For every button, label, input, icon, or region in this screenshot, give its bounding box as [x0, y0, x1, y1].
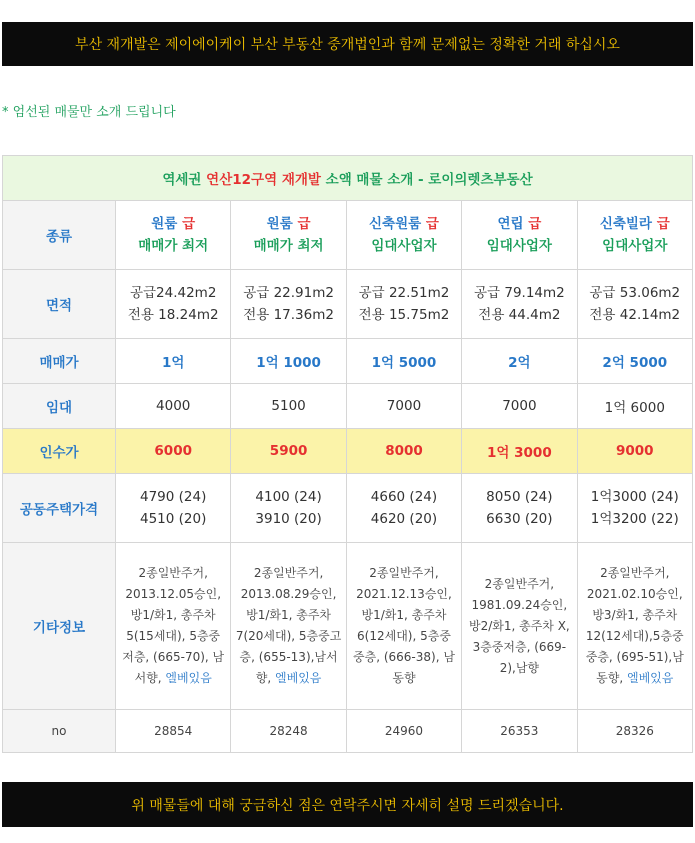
public-price-1: 1억3000 (24): [590, 489, 679, 505]
sale-cell: 1억: [116, 339, 231, 384]
sale-cell: 1억 5000: [346, 339, 461, 384]
listing-table: [2, 155, 693, 753]
public-price-cell: [462, 474, 577, 543]
table-row-sale: [3, 339, 693, 384]
type-sub: 임대사업자: [371, 238, 437, 254]
type-tag: 급: [528, 216, 542, 232]
no-cell: 28326: [577, 710, 692, 753]
type-tag: 급: [656, 216, 670, 232]
type-cell: [462, 201, 577, 270]
no-cell: 28248: [231, 710, 346, 753]
area-supply: 공급 79.14m2: [473, 285, 565, 301]
area-cell: [346, 270, 461, 339]
public-price-1: 4790 (24): [140, 489, 207, 505]
area-cell: [231, 270, 346, 339]
etc-cell: [346, 543, 461, 710]
row-label-public-price: 공동주택가격: [3, 474, 116, 543]
sale-cell: 1억 1000: [231, 339, 346, 384]
type-main: 신축빌라: [599, 216, 657, 232]
public-price-cell: [346, 474, 461, 543]
etc-text: 2종일반주거, 2013.08.29승인, 방1/화1, 총주차7(20세대), 5층중고층, (655-13),남서향,: [235, 566, 342, 685]
table-row-no: [3, 710, 693, 753]
public-price-2: 4620 (20): [370, 511, 438, 527]
type-cell: [346, 201, 461, 270]
row-label-no: no: [3, 710, 116, 753]
type-main: 원룸: [151, 216, 183, 232]
no-cell: 24960: [346, 710, 461, 753]
area-exclusive: 전용 42.14m2: [589, 307, 681, 323]
table-title: [3, 156, 693, 201]
type-sub: 매매가 최저: [253, 238, 324, 254]
sale-cell: 2억 5000: [577, 339, 692, 384]
table-row-type: [3, 201, 693, 270]
area-cell: [116, 270, 231, 339]
area-supply: 공급 22.51m2: [358, 285, 450, 301]
etc-cell: [231, 543, 346, 710]
area-supply: 공급 53.06m2: [589, 285, 681, 301]
rent-cell: 7000: [462, 384, 577, 429]
etc-text: 2종일반주거, 1981.09.24승인, 방2/화1, 총주차 X, 3층중저층, (669-2),남향: [468, 576, 570, 675]
bottom-banner-text: 위 매물들에 대해 궁금하신 점은 연락주시면 자세히 설명 드리겠습니다.: [131, 797, 564, 814]
type-tag: 급: [297, 216, 311, 232]
no-cell: 26353: [462, 710, 577, 753]
public-price-1: 4660 (24): [370, 489, 438, 505]
takeover-cell: 1억 3000: [462, 429, 577, 474]
etc-text: 2종일반주거, 2021.02.10승인, 방3/화1, 총주차12(12세대),5층중중층, (695-51),남동향,: [585, 566, 684, 685]
table-row-public-price: [3, 474, 693, 543]
etc-elevator: 엘베있음: [165, 671, 212, 685]
note-text: * 엄선된 매물만 소개 드립니다: [2, 105, 176, 120]
rent-cell: 7000: [346, 384, 461, 429]
area-supply: 공급24.42m2: [129, 285, 217, 301]
type-tag: 급: [425, 216, 439, 232]
type-main: 연립: [497, 216, 529, 232]
area-exclusive: 전용 17.36m2: [243, 307, 334, 323]
bottom-banner: [2, 782, 693, 827]
area-exclusive: 전용 15.75m2: [358, 307, 450, 323]
takeover-cell: 5900: [231, 429, 346, 474]
type-cell: [116, 201, 231, 270]
rent-cell: 5100: [231, 384, 346, 429]
takeover-cell: 9000: [577, 429, 692, 474]
top-banner: [2, 22, 693, 66]
takeover-cell: 8000: [346, 429, 461, 474]
area-exclusive: 전용 44.4m2: [478, 307, 561, 323]
row-label-etc: 기타정보: [3, 543, 116, 710]
row-label-sale: 매매가: [3, 339, 116, 384]
etc-cell: [462, 543, 577, 710]
table-row-rent: [3, 384, 693, 429]
public-price-2: 1억3200 (22): [590, 511, 679, 527]
type-main: 원룸: [266, 216, 298, 232]
type-sub: 임대사업자: [602, 238, 668, 254]
rent-cell: 4000: [116, 384, 231, 429]
row-label-area: 면적: [3, 270, 116, 339]
title-part-1: 역세권: [162, 172, 207, 188]
type-sub: 임대사업자: [486, 238, 552, 254]
area-supply: 공급 22.91m2: [243, 285, 334, 301]
row-label-takeover: 인수가: [3, 429, 116, 474]
etc-text: 2종일반주거, 2021.12.13승인, 방1/화1, 총주차 6(12세대), 5층중 중층, (666-38), 남동향: [353, 566, 455, 685]
table-header-row: [3, 156, 693, 201]
takeover-cell: 6000: [116, 429, 231, 474]
rent-cell: 1억 6000: [577, 384, 692, 429]
public-price-2: 4510 (20): [140, 511, 207, 527]
type-main: 신축원룸: [369, 216, 426, 232]
public-price-cell: [577, 474, 692, 543]
sale-cell: 2억: [462, 339, 577, 384]
etc-cell: [577, 543, 692, 710]
title-part-3: 소액 매물 소개 - 로이의렛츠부동산: [320, 172, 533, 188]
table-row-takeover: [3, 429, 693, 474]
area-cell: [462, 270, 577, 339]
type-sub: 매매가 최저: [138, 238, 209, 254]
area-cell: [577, 270, 692, 339]
table-row-etc: [3, 543, 693, 710]
no-cell: 28854: [116, 710, 231, 753]
public-price-2: 6630 (20): [486, 511, 553, 527]
public-price-cell: [116, 474, 231, 543]
etc-cell: [116, 543, 231, 710]
etc-elevator: 엘베있음: [627, 671, 674, 685]
type-cell: [577, 201, 692, 270]
etc-text: 2종일반주거, 2013.12.05승인, 방1/화1, 총주차 5(15세대), 5층중 저층, (665-70), 남서향,: [122, 566, 225, 685]
row-label-rent: 임대: [3, 384, 116, 429]
area-exclusive: 전용 18.24m2: [127, 307, 219, 323]
row-label-type: 종류: [3, 201, 116, 270]
public-price-cell: [231, 474, 346, 543]
etc-elevator: 엘베있음: [275, 671, 322, 685]
type-tag: 급: [182, 216, 196, 232]
public-price-2: 3910 (20): [255, 511, 322, 527]
public-price-1: 8050 (24): [486, 489, 553, 505]
type-cell: [231, 201, 346, 270]
title-part-2: 연산12구역 재개발: [206, 172, 321, 188]
top-banner-text: 부산 재개발은 제이에이케이 부산 부동산 중개법인과 함께 문제없는 정확한 거래 하십시오: [75, 37, 620, 53]
public-price-1: 4100 (24): [255, 489, 322, 505]
table-row-area: [3, 270, 693, 339]
